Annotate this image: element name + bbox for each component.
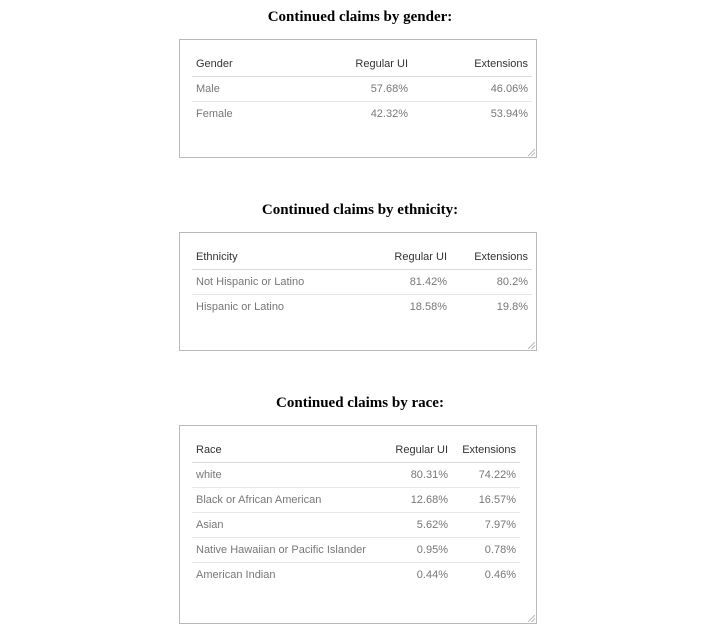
extensions-cell: 7.97%	[452, 513, 520, 538]
table-row	[192, 463, 520, 488]
extensions-cell: 19.8%	[496, 301, 528, 313]
ethnicity-table-panel	[179, 232, 537, 351]
race-table	[192, 438, 520, 587]
extensions-cell: 53.94%	[490, 108, 528, 120]
gender-cell: Male	[192, 77, 320, 102]
regular-ui-cell: 57.68%	[320, 77, 412, 102]
resize-handle[interactable]	[528, 342, 535, 349]
resize-handle[interactable]	[528, 615, 535, 622]
ethnicity-cell: Not Hispanic or Latino	[192, 270, 363, 295]
race-cell: Asian	[192, 513, 380, 538]
extensions-cell: 80.2%	[451, 270, 532, 295]
regular-ui-cell: 5.62%	[380, 513, 452, 538]
resize-handle[interactable]	[528, 149, 535, 156]
race-cell: white	[192, 463, 380, 488]
ethnicity-table	[192, 245, 532, 319]
extensions-cell: 46.06%	[412, 77, 532, 102]
column-header-extensions: Extensions	[452, 438, 520, 463]
ethnicity-cell: Hispanic or Latino	[196, 301, 285, 313]
column-header-regular-ui: Regular UI	[320, 52, 412, 77]
extensions-cell: 16.57%	[452, 488, 520, 513]
regular-ui-cell: 0.95%	[380, 538, 452, 563]
extensions-cell: 74.22%	[452, 463, 520, 488]
table-row	[192, 77, 532, 102]
table-row	[192, 563, 520, 588]
race-cell: Native Hawaiian or Pacific Islander	[192, 538, 380, 563]
regular-ui-cell: 12.68%	[380, 488, 452, 513]
table-header-row	[192, 438, 520, 463]
table-row	[192, 102, 532, 127]
column-header-regular-ui: Regular UI	[363, 245, 451, 270]
table-row	[192, 270, 532, 295]
regular-ui-cell: 18.58%	[409, 301, 447, 313]
race-table-panel	[179, 425, 537, 624]
table-row	[192, 538, 520, 563]
column-header-gender: Gender	[192, 52, 320, 77]
regular-ui-cell: 0.44%	[416, 569, 448, 581]
gender-cell: Female	[196, 108, 233, 120]
table-header-row	[192, 52, 532, 77]
extensions-cell: 0.78%	[452, 538, 520, 563]
column-header-extensions: Extensions	[412, 52, 532, 77]
race-cell: American Indian	[196, 569, 276, 581]
regular-ui-cell: 81.42%	[363, 270, 451, 295]
regular-ui-cell: 80.31%	[380, 463, 452, 488]
gender-table-panel	[179, 39, 537, 158]
gender-section-title: Continued claims by gender:	[267, 9, 453, 25]
column-header-race: Race	[192, 438, 380, 463]
table-row	[192, 488, 520, 513]
race-section-title: Continued claims by race:	[276, 395, 444, 411]
table-row	[192, 513, 520, 538]
table-header-row	[192, 245, 532, 270]
column-header-regular-ui: Regular UI	[380, 438, 452, 463]
extensions-cell: 0.46%	[484, 569, 516, 581]
gender-table	[192, 52, 532, 126]
table-row	[192, 295, 532, 320]
race-cell: Black or African American	[192, 488, 380, 513]
column-header-extensions: Extensions	[451, 245, 532, 270]
column-header-ethnicity: Ethnicity	[192, 245, 363, 270]
regular-ui-cell: 42.32%	[370, 108, 408, 120]
ethnicity-section-title: Continued claims by ethnicity:	[261, 202, 459, 218]
